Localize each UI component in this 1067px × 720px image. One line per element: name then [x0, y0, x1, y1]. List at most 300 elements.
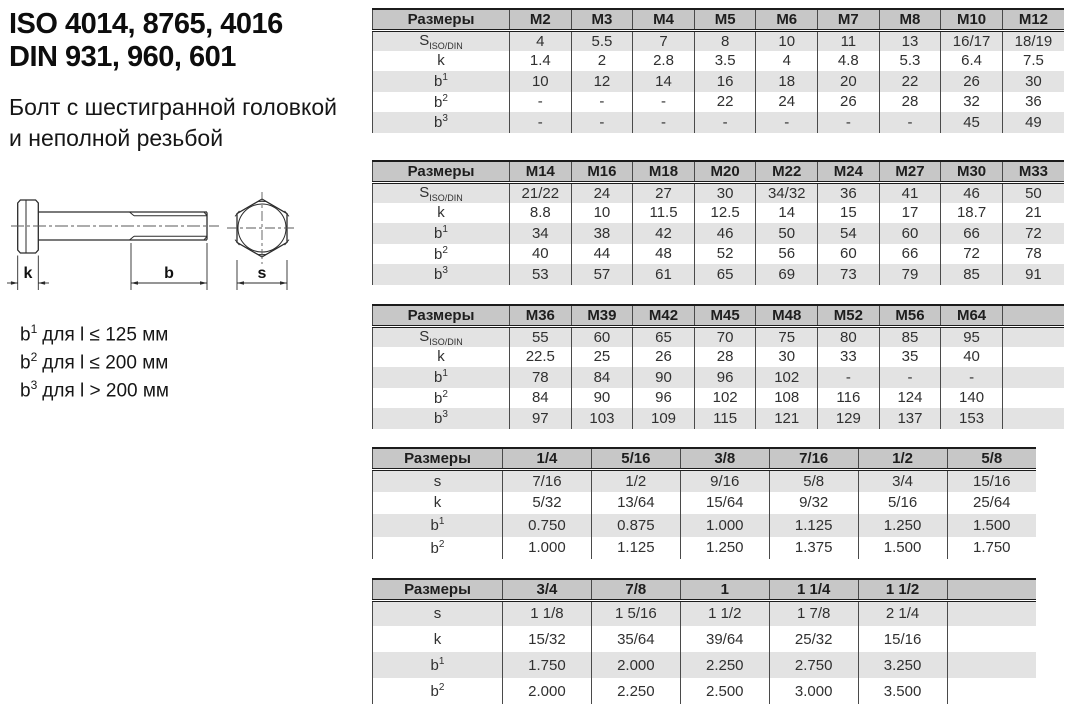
- dimensions-table-inch-small: [372, 447, 1036, 559]
- table-cell: 10: [756, 30, 818, 51]
- table-cell: 45: [941, 112, 1003, 133]
- table-cell: -: [818, 367, 880, 388]
- table-cell: -: [633, 92, 695, 113]
- column-header: 5/8: [947, 448, 1036, 469]
- column-header: M36: [510, 305, 572, 326]
- dim-label-b: b: [164, 265, 174, 282]
- table-cell: 2.750: [769, 652, 858, 678]
- table-cell: 52: [694, 244, 756, 265]
- column-header: M2: [510, 9, 572, 30]
- row-label: [373, 112, 510, 133]
- table-cell: 54: [818, 223, 880, 244]
- table-row: [373, 326, 1065, 347]
- column-header: 7/8: [591, 579, 680, 600]
- table-cell: 65: [694, 264, 756, 285]
- table-cell: 35: [879, 347, 941, 368]
- table-head: [373, 9, 1065, 30]
- row-label-base: k: [437, 204, 445, 222]
- table-cell: 2.8: [633, 51, 695, 72]
- table-cell: 1.000: [680, 514, 769, 537]
- table-cell: 27: [633, 182, 695, 203]
- table-cell: 4.8: [818, 51, 880, 72]
- table-cell: 40: [510, 244, 572, 265]
- row-label: [373, 492, 503, 515]
- product-description: [9, 92, 337, 155]
- table-cell: 4: [510, 30, 572, 51]
- description-line-2: и неполной резьбой: [9, 125, 224, 152]
- row-label-base: b: [434, 266, 443, 284]
- table-row: [373, 492, 1037, 515]
- table-cell: 79: [879, 264, 941, 285]
- b-arrow-right: [200, 281, 207, 284]
- row-label-base: b: [434, 225, 443, 243]
- table-row: [373, 92, 1065, 113]
- row-label-superscript: 1: [442, 72, 448, 84]
- row-label: [373, 264, 510, 285]
- table-cell: 69: [756, 264, 818, 285]
- table-cell: [1002, 388, 1064, 409]
- table-body: [373, 30, 1065, 133]
- column-header: M33: [1002, 161, 1064, 182]
- table-cell: 18: [756, 71, 818, 92]
- table-cell: 1.125: [769, 514, 858, 537]
- table-cell: 84: [571, 367, 633, 388]
- s-arrow-left: [237, 281, 244, 284]
- footnote-symbol: b: [20, 380, 31, 402]
- column-header: M22: [756, 161, 818, 182]
- row-label: [373, 347, 510, 368]
- column-header: 5/16: [591, 448, 680, 469]
- table-cell: 84: [510, 388, 572, 409]
- table-cell: 1.000: [503, 537, 592, 560]
- table-cell: 9/32: [769, 492, 858, 515]
- row-label-base: b: [434, 389, 443, 407]
- table-cell: 1/2: [591, 469, 680, 492]
- table-cell: 96: [694, 367, 756, 388]
- table-cell: 34/32: [756, 182, 818, 203]
- column-header: M16: [571, 161, 633, 182]
- table-cell: 1.4: [510, 51, 572, 72]
- row-label-base: k: [433, 630, 442, 648]
- table-cell: 26: [818, 92, 880, 113]
- table-inch-34-112: [372, 578, 1036, 704]
- table-row: [373, 388, 1065, 409]
- row-label: [373, 30, 510, 51]
- table-row: [373, 223, 1065, 244]
- table-cell: 9/16: [680, 469, 769, 492]
- table-cell: 20: [818, 71, 880, 92]
- column-header: M42: [633, 305, 695, 326]
- table-cell: [1002, 408, 1064, 429]
- table-cell: 21: [1025, 204, 1042, 222]
- table-cell: 102: [694, 388, 756, 409]
- table-row: [373, 514, 1037, 537]
- table-cell: 7.5: [1023, 52, 1044, 70]
- table-cell: 44: [571, 244, 633, 265]
- table-cell: 2.000: [503, 678, 592, 704]
- table-row: [373, 652, 1037, 678]
- table-header-label: Размеры: [373, 305, 510, 326]
- table-row: [373, 264, 1065, 285]
- table-head: [373, 579, 1037, 600]
- table-cell: 96: [633, 388, 695, 409]
- table-cell: 78: [510, 367, 572, 388]
- table-cell: 15/16: [858, 626, 947, 652]
- column-header: 1: [680, 579, 769, 600]
- table-cell: 12.5: [694, 203, 756, 224]
- table-row: [373, 678, 1037, 704]
- table-cell: 36: [1025, 93, 1042, 111]
- table-cell: 33: [818, 347, 880, 368]
- column-header: M8: [879, 9, 941, 30]
- row-label-base: b: [434, 93, 443, 111]
- table-cell: 115: [694, 408, 756, 429]
- table-cell: [1002, 367, 1064, 388]
- table-cell: 5/8: [769, 469, 858, 492]
- table-cell: 3.5: [694, 51, 756, 72]
- row-label-superscript: 2: [442, 92, 448, 104]
- table-cell: 35/64: [591, 626, 680, 652]
- table-cell: 14: [756, 203, 818, 224]
- table-cell: 124: [879, 388, 941, 409]
- footnote-b3: [20, 377, 169, 405]
- k-arrow-left: [11, 281, 18, 284]
- table-cell: 15: [818, 203, 880, 224]
- table-cell: 3.500: [858, 678, 947, 704]
- table-cell: 57: [571, 264, 633, 285]
- row-label: [373, 51, 510, 72]
- table-cell: [947, 626, 1036, 652]
- bolt-head: [18, 200, 39, 253]
- column-header: M45: [694, 305, 756, 326]
- row-label-base: b: [430, 683, 439, 700]
- row-label-base: b: [430, 539, 439, 557]
- table-cell: 75: [756, 326, 818, 347]
- table-cell: 26: [633, 347, 695, 368]
- row-label-subscript: ISO/DIN: [429, 336, 463, 347]
- table-body: [373, 600, 1037, 704]
- footnote-text: для l ≤ 125 мм: [42, 324, 169, 346]
- table-cell: 91: [1025, 265, 1042, 283]
- table-cell: 30: [1025, 72, 1042, 90]
- row-label-superscript: 2: [442, 244, 448, 256]
- table-cell: 46: [694, 223, 756, 244]
- table-row: [373, 30, 1065, 51]
- table-metric-m14-m33: [372, 160, 1064, 285]
- header-row: [373, 448, 1037, 469]
- table-cell: 14: [633, 71, 695, 92]
- row-label-base: S: [419, 327, 430, 345]
- row-label: [373, 326, 510, 347]
- table-cell: 49: [1025, 113, 1042, 131]
- table-cell: 22.5: [510, 347, 572, 368]
- table-cell: 103: [571, 408, 633, 429]
- table-cell: 16: [694, 71, 756, 92]
- table-cell: 66: [879, 244, 941, 265]
- table-body: [373, 469, 1037, 559]
- table-cell: 38: [571, 223, 633, 244]
- row-label-superscript: 1: [438, 656, 445, 667]
- footnote-b2: [20, 349, 169, 377]
- column-header: M14: [510, 161, 572, 182]
- table-cell: -: [756, 112, 818, 133]
- table-cell: -: [941, 367, 1003, 388]
- row-label-superscript: 3: [442, 113, 448, 125]
- row-label-superscript: 1: [442, 368, 448, 380]
- footnote-symbol: b: [20, 324, 31, 346]
- table-row: [373, 367, 1065, 388]
- table-cell: 1.250: [858, 514, 947, 537]
- table-cell: 3/4: [858, 469, 947, 492]
- column-header: M7: [818, 9, 880, 30]
- table-cell: 5.3: [879, 51, 941, 72]
- table-cell: -: [694, 112, 756, 133]
- table-cell: 17: [879, 203, 941, 224]
- table-cell: 30: [694, 182, 756, 203]
- table-cell: 109: [633, 408, 695, 429]
- row-label: [373, 388, 510, 409]
- row-label-base: b: [434, 245, 443, 263]
- row-label-subscript: ISO/DIN: [429, 192, 463, 203]
- dimensions-table-m2-m12: [372, 8, 1064, 133]
- row-label: [373, 244, 510, 265]
- table-cell: 11: [818, 30, 880, 51]
- table-header-label: Размеры: [373, 161, 510, 182]
- column-header: M4: [633, 9, 695, 30]
- column-header: M5: [694, 9, 756, 30]
- table-cell: -: [571, 112, 633, 133]
- table-cell: 16/17: [941, 30, 1003, 51]
- table-cell: 15/16: [972, 472, 1011, 490]
- header-row: [373, 9, 1065, 30]
- table-cell: 1 1/8: [503, 600, 592, 626]
- table-cell: 55: [510, 326, 572, 347]
- table-cell: 10: [510, 71, 572, 92]
- column-header: M27: [879, 161, 941, 182]
- table-cell: 6.4: [941, 51, 1003, 72]
- table-cell: 34: [510, 223, 572, 244]
- table-cell: 1.750: [503, 652, 592, 678]
- table-cell: 15/32: [503, 626, 592, 652]
- table-cell: 85: [941, 264, 1003, 285]
- row-label: [373, 537, 503, 560]
- table-cell: 137: [879, 408, 941, 429]
- table-cell: 28: [879, 92, 941, 113]
- table-row: [373, 626, 1037, 652]
- row-label-base: k: [433, 494, 442, 512]
- table-cell: -: [510, 112, 572, 133]
- row-label-base: k: [437, 348, 445, 366]
- header-row: [373, 305, 1065, 326]
- column-header: 3/8: [680, 448, 769, 469]
- table-cell: 7/16: [503, 469, 592, 492]
- k-arrow-right: [38, 281, 45, 284]
- column-header: M6: [756, 9, 818, 30]
- table-row: [373, 51, 1065, 72]
- table-cell: 1.500: [858, 537, 947, 560]
- table-cell: 28: [694, 347, 756, 368]
- table-cell: 1.375: [769, 537, 858, 560]
- row-label-base: b: [434, 73, 443, 91]
- row-label-base: s: [433, 605, 442, 623]
- table-cell: 72: [941, 244, 1003, 265]
- row-label: [373, 600, 503, 626]
- table-cell: 24: [756, 92, 818, 113]
- table-cell: 11.5: [633, 203, 695, 224]
- table-cell: 2 1/4: [858, 600, 947, 626]
- table-cell: 25/32: [769, 626, 858, 652]
- table-cell: 12: [571, 71, 633, 92]
- column-header: M20: [694, 161, 756, 182]
- row-label-base: k: [437, 52, 445, 70]
- table-cell: -: [571, 92, 633, 113]
- column-header: M56: [879, 305, 941, 326]
- table-cell: 53: [510, 264, 572, 285]
- table-cell: 22: [879, 71, 941, 92]
- column-header: 3/4: [503, 579, 592, 600]
- row-label-base: b: [430, 517, 439, 535]
- table-cell: 4: [756, 51, 818, 72]
- column-header: M52: [818, 305, 880, 326]
- table-cell: 2.250: [680, 652, 769, 678]
- table-cell: 108: [756, 388, 818, 409]
- table-cell: 1.750: [972, 539, 1011, 557]
- table-cell: 7: [633, 30, 695, 51]
- column-header: M12: [1002, 9, 1064, 30]
- table-cell: 8.8: [510, 203, 572, 224]
- table-row: [373, 408, 1065, 429]
- table-cell: 0.875: [591, 514, 680, 537]
- row-label-base: b: [434, 410, 443, 428]
- table-cell: 26: [941, 71, 1003, 92]
- table-cell: [947, 678, 1036, 704]
- dimensions-table-m36-m64: [372, 304, 1064, 429]
- row-label-base: S: [419, 31, 430, 49]
- table-cell: 21/22: [510, 182, 572, 203]
- dim-label-k: k: [23, 265, 33, 282]
- table-cell: 30: [756, 347, 818, 368]
- table-cell: 0.750: [503, 514, 592, 537]
- table-cell: 85: [879, 326, 941, 347]
- table-cell: 8: [694, 30, 756, 51]
- table-cell: 78: [1025, 245, 1042, 263]
- table-cell: 140: [941, 388, 1003, 409]
- table-cell: 61: [633, 264, 695, 285]
- table-row: [373, 182, 1065, 203]
- footnote-sup: 2: [30, 349, 38, 364]
- row-label-base: s: [433, 472, 442, 490]
- row-label: [373, 223, 510, 244]
- table-cell: 1 1/2: [680, 600, 769, 626]
- table-head: [373, 448, 1037, 469]
- dim-label-s: s: [257, 265, 267, 282]
- row-label-superscript: 3: [442, 265, 448, 277]
- row-label: [373, 71, 510, 92]
- row-label: [373, 367, 510, 388]
- footnote-text: для l ≤ 200 мм: [42, 352, 169, 374]
- table-inch-14-58: [372, 447, 1036, 559]
- column-header: M30: [941, 161, 1003, 182]
- iso-standards-line: ISO 4014, 8765, 4016: [9, 8, 283, 40]
- table-cell: 66: [941, 223, 1003, 244]
- column-header: M64: [941, 305, 1003, 326]
- header-row: [373, 579, 1037, 600]
- bolt-technical-drawing: [5, 190, 315, 315]
- table-cell: 1.125: [591, 537, 680, 560]
- table-row: [373, 600, 1037, 626]
- table-cell: 50: [756, 223, 818, 244]
- column-header: 1/4: [503, 448, 592, 469]
- table-cell: 3.000: [769, 678, 858, 704]
- table-cell: 41: [879, 182, 941, 203]
- table-cell: 73: [818, 264, 880, 285]
- header-row: [373, 161, 1065, 182]
- table-cell: 22: [694, 92, 756, 113]
- table-cell: 2.500: [680, 678, 769, 704]
- table-cell: -: [818, 112, 880, 133]
- row-label: [373, 182, 510, 203]
- table-cell: 13: [879, 30, 941, 51]
- table-cell: 32: [941, 92, 1003, 113]
- bolt-side-view: [18, 200, 207, 253]
- table-cell: 153: [941, 408, 1003, 429]
- table-header-label: Размеры: [373, 9, 510, 30]
- row-label-superscript: 2: [438, 538, 445, 550]
- column-header: 1 1/2: [858, 579, 947, 600]
- din-standards-line: DIN 931, 960, 601: [9, 41, 236, 74]
- table-cell: 18/19: [1014, 32, 1053, 50]
- table-cell: 56: [756, 244, 818, 265]
- column-header: M24: [818, 161, 880, 182]
- table-cell: 2.250: [591, 678, 680, 704]
- table-cell: 15/64: [680, 492, 769, 515]
- dimensions-table-m14-m33: [372, 160, 1064, 285]
- table-cell: 5/32: [503, 492, 592, 515]
- table-row: [373, 71, 1065, 92]
- footnotes: [20, 321, 169, 405]
- table-cell: -: [510, 92, 572, 113]
- table-cell: 25: [571, 347, 633, 368]
- column-header: M10: [941, 9, 1003, 30]
- table-row: [373, 244, 1065, 265]
- table-metric-m36-m64: [372, 304, 1064, 429]
- table-cell: 24: [571, 182, 633, 203]
- table-row: [373, 537, 1037, 560]
- table-cell: 50: [1025, 184, 1042, 202]
- table-cell: -: [879, 367, 941, 388]
- table-cell: 90: [571, 388, 633, 409]
- footnote-symbol: b: [20, 352, 31, 374]
- row-label-superscript: 2: [438, 682, 445, 693]
- table-head: [373, 161, 1065, 182]
- table-cell: 40: [941, 347, 1003, 368]
- column-header: M18: [633, 161, 695, 182]
- table-cell: 18.7: [941, 203, 1003, 224]
- table-cell: 39/64: [680, 626, 769, 652]
- table-cell: 36: [818, 182, 880, 203]
- table-cell: [947, 652, 1036, 678]
- table-cell: 65: [633, 326, 695, 347]
- table-header-label: Размеры: [373, 448, 503, 469]
- footnote-b1: [20, 321, 169, 349]
- table-cell: 42: [633, 223, 695, 244]
- table-cell: 129: [818, 408, 880, 429]
- table-cell: 95: [941, 326, 1003, 347]
- table-cell: 60: [879, 223, 941, 244]
- description-line-1: Болт с шестигранной головкой: [9, 94, 337, 120]
- row-label-base: S: [419, 183, 430, 201]
- table-cell: 1 7/8: [769, 600, 858, 626]
